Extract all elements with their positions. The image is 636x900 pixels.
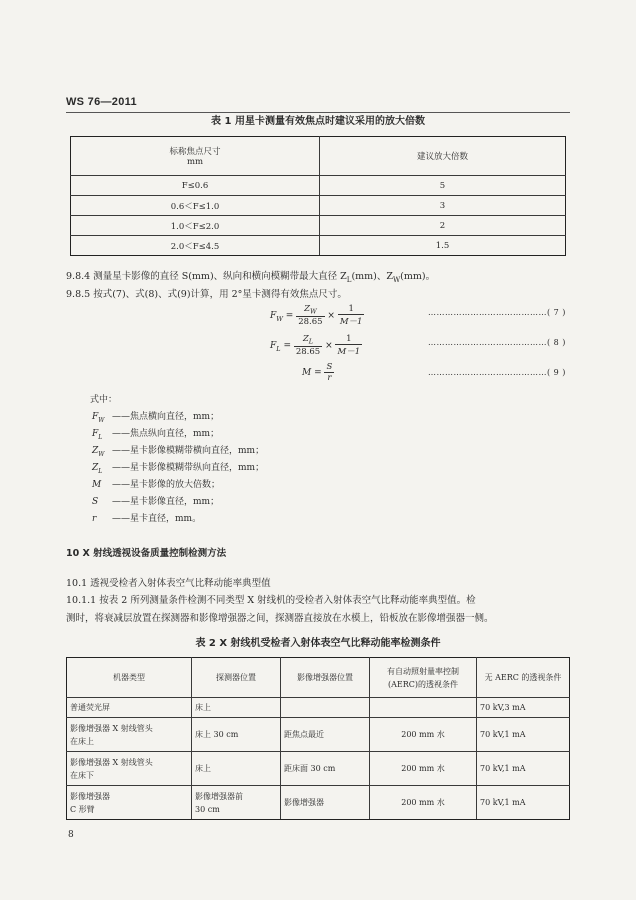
formula-7: $F_W$ = $\frac{Z_W}{28.65}$ × $\frac{1}{M-1}$	[270, 304, 363, 327]
table-row	[67, 752, 570, 786]
variable-row: S ——星卡影像直径，mm；	[92, 497, 220, 507]
table2	[66, 657, 570, 820]
table-cell: F≤0.6	[71, 176, 320, 196]
table2-caption: 表 2 X 射线机受检者入射体表空气比释动能率检测条件	[195, 638, 441, 649]
table-row	[67, 698, 570, 718]
variable-row: $F_L$ ——焦点纵向直径，mm；	[92, 429, 220, 441]
page-number: 8	[68, 830, 74, 840]
paragraph-10-1-1-line1: 10.1.1 按表 2 所列测量条件检测不同类型 X 射线机的受检者入射体表空气比释动能率典型值。检	[66, 595, 476, 606]
variable-row: $Z_W$ ——星卡影像模糊带横向直径，mm；	[92, 446, 265, 458]
formula-7-leader: ……………………………………( 7 )	[428, 308, 566, 317]
table-cell: 影像增强器 C 形臂	[67, 786, 192, 820]
table-header-cell: 影像增强器位置	[281, 658, 370, 698]
table-row	[67, 786, 570, 820]
table-header-cell: 无 AERC 的透视条件	[477, 658, 570, 698]
section-10-1-heading: 10.1 透视受检者入射体表空气比释动能率典型值	[66, 578, 271, 589]
table-cell: 距床面 30 cm	[281, 752, 370, 786]
table-cell: 0.6＜F≤1.0	[71, 196, 320, 216]
table-cell: 影像增强器	[281, 786, 370, 820]
table-cell: 床上	[192, 752, 281, 786]
paragraph-10-1-1-line2: 测时，将衰减层放置在探测器和影像增强器之间，探测器直接放在水模上，铅板放在影像增强器一侧。	[66, 613, 494, 624]
table-cell: 200 mm 水	[370, 786, 477, 820]
table-cell: 70 kV,1 mA	[477, 786, 570, 820]
table-cell	[281, 698, 370, 718]
table-header-cell: 有自动照射量率控制 (AERC)的透视条件	[370, 658, 477, 698]
table-cell: 200 mm 水	[370, 718, 477, 752]
table1-caption: 表 1 用星卡测量有效焦点时建议采用的放大倍数	[211, 116, 425, 127]
variable-row: M ——星卡影像的放大倍数；	[92, 480, 221, 490]
table-cell: 5	[320, 176, 566, 196]
paragraph-9-8-5: 9.8.5 按式(7)、式(8)、式(9)计算，用 2°星卡测得有效焦点尺寸。	[66, 289, 347, 300]
table-header-cell: 探测器位置	[192, 658, 281, 698]
table-cell: 影像增强器 X 射线管头 在床上	[67, 718, 192, 752]
table-cell: 床上	[192, 698, 281, 718]
formula-9: M = $\frac{S}{r}$	[302, 362, 333, 383]
table1	[70, 136, 566, 256]
standard-code: WS 76—2011	[66, 96, 137, 108]
table-cell: 床上 30 cm	[192, 718, 281, 752]
table-cell: 3	[320, 196, 566, 216]
table2-header-row	[67, 658, 570, 698]
table-cell: 影像增强器 X 射线管头 在床下	[67, 752, 192, 786]
table-cell: 70 kV,1 mA	[477, 718, 570, 752]
where-label: 式中：	[90, 395, 118, 405]
table-cell	[370, 698, 477, 718]
formula-9-leader: ……………………………………( 9 )	[428, 368, 566, 377]
table-cell: 70 kV,3 mA	[477, 698, 570, 718]
table-cell: 1.0＜F≤2.0	[71, 216, 320, 236]
table-cell: 1.5	[320, 236, 566, 256]
variable-row: r ——星卡直径，mm。	[92, 514, 202, 524]
table-cell: 2.0＜F≤4.5	[71, 236, 320, 256]
table-row	[71, 216, 566, 236]
table1-header-mag: 建议放大倍数	[320, 137, 566, 176]
table-cell: 距焦点最近	[281, 718, 370, 752]
section-10-heading: 10 X 射线透视设备质量控制检测方法	[66, 548, 227, 559]
paragraph-9-8-4: 9.8.4 测量星卡影像的直径 S(mm)、纵向和横向模糊带最大直径 $Z_L(mm)$、$Z_W(mm)$。	[66, 271, 436, 284]
table-cell: 普通荧光屏	[67, 698, 192, 718]
table-row	[71, 176, 566, 196]
table-cell: 200 mm 水	[370, 752, 477, 786]
table-header-cell: 机器类型	[67, 658, 192, 698]
variable-row: $F_W$ ——焦点横向直径，mm；	[92, 412, 220, 424]
table-row	[67, 718, 570, 752]
table1-header-size: 标称焦点尺寸 mm	[71, 137, 320, 176]
formula-8-leader: ……………………………………( 8 )	[428, 338, 566, 347]
table-cell: 影像增强器前 30 cm	[192, 786, 281, 820]
table-cell: 2	[320, 216, 566, 236]
formula-8: $F_L$ = $\frac{Z_L}{28.65}$ × $\frac{1}{M-1}$	[270, 334, 361, 357]
table-row	[71, 196, 566, 216]
table-cell: 70 kV,1 mA	[477, 752, 570, 786]
table1-header-row	[71, 137, 566, 176]
table-row	[71, 236, 566, 256]
variable-row: $Z_L$ ——星卡影像模糊带纵向直径，mm；	[92, 463, 265, 475]
